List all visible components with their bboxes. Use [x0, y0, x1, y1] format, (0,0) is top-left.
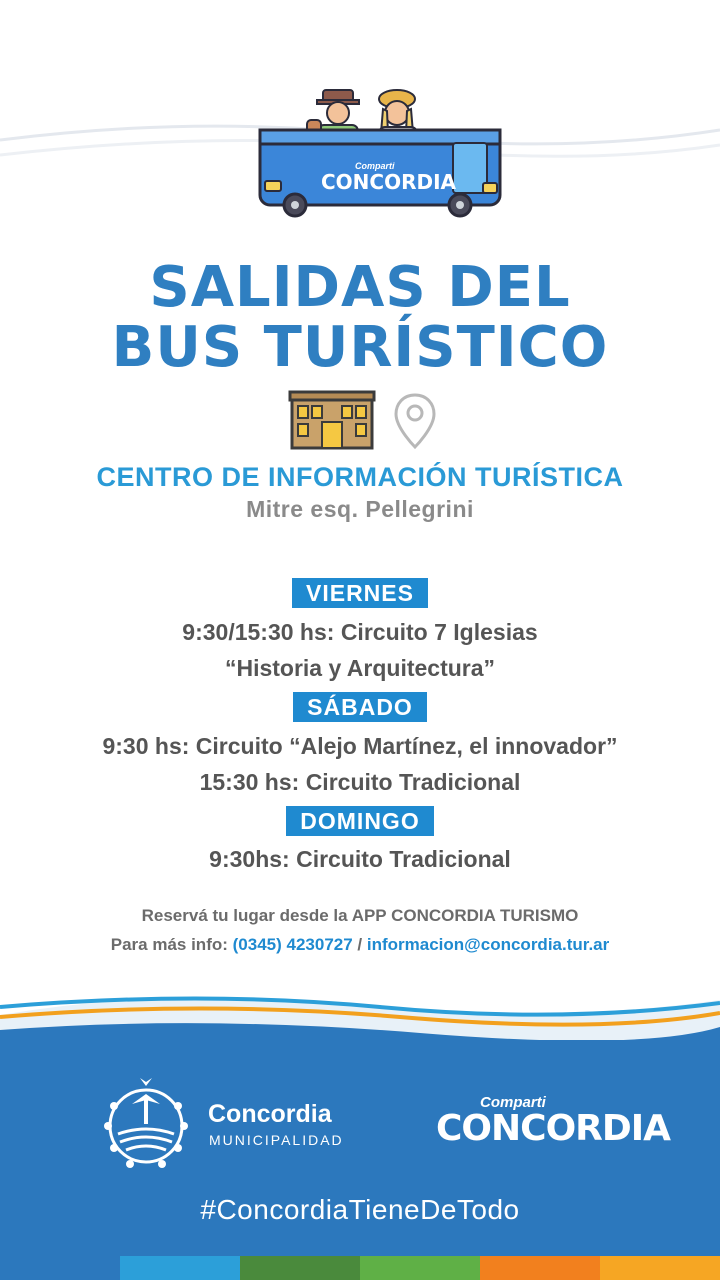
municipality-subtitle: MUNICIPALIDAD [209, 1132, 344, 1148]
municipality-emblem-icon [100, 1076, 192, 1170]
page-title [0, 255, 720, 380]
schedule-friday [0, 578, 720, 608]
color-stripe [600, 1256, 720, 1280]
building-icon [288, 388, 376, 450]
hashtag: #ConcordiaTieneDeTodo [200, 1194, 520, 1225]
day-badge-saturday: SÁBADO [293, 692, 427, 722]
color-stripe [360, 1256, 480, 1280]
bus-brand-big: CONCORDIA [321, 170, 457, 194]
tourist-bus-illustration [255, 85, 505, 220]
contact-info [0, 935, 720, 955]
title-line-2: BUS TURÍSTICO [111, 315, 609, 380]
separator: / [357, 935, 363, 954]
color-stripe [480, 1256, 600, 1280]
reserve-text: Reservá tu lugar desde la APP CONCORDIA TURISMO [141, 906, 579, 925]
info-label: Para más info: [110, 935, 228, 954]
brand-big-text: CONCORDIA [436, 1108, 671, 1149]
bus-brand-small: Comparti [355, 161, 395, 171]
location-address: Mitre esq. Pellegrini [246, 496, 474, 522]
schedule-line: “Historia y Arquitectura” [224, 655, 496, 681]
schedule-line: 15:30 hs: Circuito Tradicional [199, 769, 521, 795]
email-link[interactable]: informacion@concordia.tur.ar [366, 935, 610, 954]
phone-link[interactable]: (0345) 4230727 [232, 935, 353, 954]
color-stripe [120, 1256, 240, 1280]
municipality-name: Concordia [208, 1100, 332, 1128]
schedule-line: 9:30/15:30 hs: Circuito 7 Iglesias [182, 619, 538, 645]
title-line-1: SALIDAS DEL [149, 255, 571, 320]
brand-small-text: Comparti [480, 1094, 546, 1111]
schedule-sunday [0, 806, 720, 836]
day-badge-friday: VIERNES [292, 578, 428, 608]
schedule-line: 9:30 hs: Circuito “Alejo Martínez, el innovador” [102, 733, 618, 759]
location-pin-icon [392, 392, 438, 450]
day-badge-sunday: DOMINGO [286, 806, 433, 836]
location-name: CENTRO DE INFORMACIÓN TURÍSTICA [96, 462, 624, 492]
schedule-saturday [0, 692, 720, 722]
color-stripe [240, 1256, 360, 1280]
schedule-line: 9:30hs: Circuito Tradicional [209, 846, 511, 872]
brand-logo [436, 1094, 671, 1164]
